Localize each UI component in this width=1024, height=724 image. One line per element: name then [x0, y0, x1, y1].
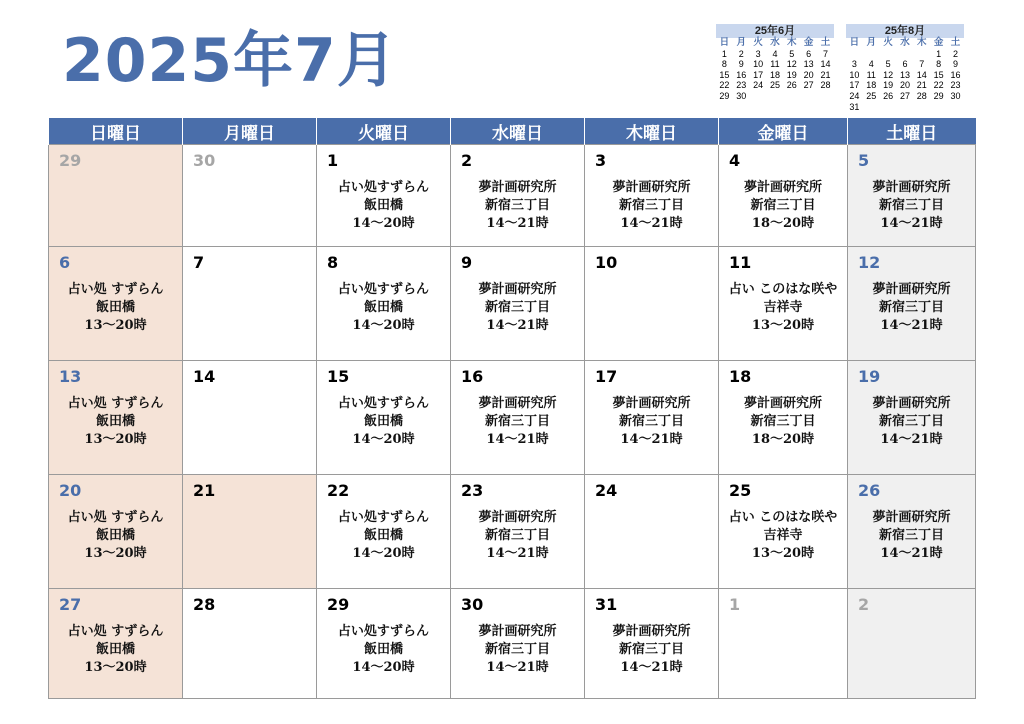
day-number: 7	[193, 253, 205, 272]
event-block	[49, 509, 182, 563]
event-line: 14〜20時	[352, 432, 415, 447]
mini-calendar-day: 22	[719, 80, 730, 91]
mini-calendar-weekday: 金	[933, 37, 944, 48]
mini-calendar-day: 4	[868, 59, 874, 70]
event-line: 14〜21時	[486, 660, 549, 675]
day-number: 21	[193, 481, 216, 500]
event-block	[848, 509, 975, 563]
mini-calendar-day: 30	[736, 90, 747, 101]
calendar-day-cell[interactable]	[585, 145, 719, 247]
weekday-header-row	[49, 118, 976, 145]
calendar-day-cell[interactable]	[848, 247, 976, 361]
mini-calendar-day: 2	[738, 48, 744, 59]
mini-calendar-weekday: 金	[803, 37, 814, 48]
calendar-week-row	[49, 589, 976, 699]
event-line: 13〜20時	[84, 546, 147, 561]
mini-calendar-day: 14	[820, 59, 831, 70]
event-line: 夢計画研究所	[872, 180, 951, 195]
event-line: 占い処すずらん	[337, 510, 430, 525]
event-line: 飯田橋	[95, 528, 135, 543]
page-title: 2025年7月	[62, 26, 398, 96]
mini-calendar-day	[817, 91, 834, 102]
calendar-day-cell[interactable]	[585, 247, 719, 361]
mini-calendar-title: 25年6月	[716, 24, 834, 38]
event-line: 夢計画研究所	[478, 510, 557, 525]
event-line: 新宿三丁目	[484, 414, 550, 429]
mini-calendar-weekday: 水	[770, 37, 780, 48]
event-line: 新宿三丁目	[484, 198, 550, 213]
event-block	[317, 179, 450, 233]
calendar-day-cell[interactable]	[317, 361, 451, 475]
mini-calendar-day: 26	[883, 90, 894, 101]
mini-calendar-june	[716, 24, 834, 102]
calendar-week-row	[49, 361, 976, 475]
weekday-header: 木曜日	[585, 118, 719, 145]
event-line: 占い このはな咲や	[728, 282, 838, 297]
event-line: 占い処すずらん	[337, 396, 430, 411]
mini-calendar-day	[880, 102, 897, 113]
day-number: 18	[729, 367, 752, 386]
event-line: 飯田橋	[95, 300, 135, 315]
mini-calendar-weekday: 土	[950, 37, 961, 48]
mini-calendar-day: 21	[820, 69, 831, 80]
event-line: 14〜21時	[620, 216, 683, 231]
mini-calendar-weekday: 月	[736, 37, 747, 48]
mini-calendar-day: 18	[866, 80, 877, 91]
mini-calendar-day: 17	[753, 69, 764, 80]
day-number: 10	[595, 253, 618, 272]
calendar-day-cell[interactable]	[451, 247, 585, 361]
day-number: 28	[193, 595, 216, 614]
calendar-week-row	[49, 475, 976, 589]
calendar-day-cell[interactable]	[719, 145, 848, 247]
mini-calendar-day: 15	[719, 69, 730, 80]
event-line: 14〜21時	[486, 216, 549, 231]
event-line: 夢計画研究所	[743, 180, 822, 195]
event-line: 飯田橋	[363, 414, 403, 429]
event-block	[719, 281, 847, 335]
day-number: 14	[193, 367, 216, 386]
event-line: 占い処すずらん	[337, 624, 430, 639]
calendar-day-cell[interactable]	[585, 589, 719, 699]
weekday-header: 水曜日	[451, 118, 585, 145]
mini-calendar-weekday: 火	[883, 37, 893, 48]
event-line: 13〜20時	[751, 318, 815, 333]
day-number: 27	[59, 595, 82, 614]
calendar-day-cell[interactable]	[183, 475, 317, 589]
event-line: 飯田橋	[363, 642, 403, 657]
calendar-day-cell[interactable]	[585, 361, 719, 475]
calendar-day-cell[interactable]	[719, 475, 848, 589]
mini-calendar-day	[863, 49, 880, 60]
event-line: 占い処 すずらん	[67, 396, 164, 411]
day-number: 1	[729, 595, 741, 614]
event-block	[585, 395, 718, 449]
calendar-day-cell[interactable]	[49, 589, 183, 699]
event-line: 13〜20時	[751, 546, 815, 561]
mini-calendar-day: 29	[719, 90, 730, 101]
event-block	[49, 395, 182, 449]
mini-calendar-day: 6	[806, 48, 812, 59]
mini-calendar-day: 12	[786, 59, 797, 70]
mini-calendar-day: 13	[899, 69, 910, 80]
mini-calendar-day: 9	[738, 59, 744, 70]
mini-calendar-day: 22	[933, 80, 944, 91]
event-line: 夢計画研究所	[478, 396, 557, 411]
calendar-day-cell[interactable]	[719, 247, 848, 361]
event-block	[49, 623, 182, 677]
mini-calendar-day	[930, 102, 947, 113]
day-number: 29	[327, 595, 350, 614]
event-line: 新宿三丁目	[750, 198, 816, 213]
mini-calendar-day: 14	[916, 69, 927, 80]
day-number: 22	[327, 481, 350, 500]
mini-calendar-week	[846, 70, 964, 81]
event-block	[585, 179, 718, 233]
event-line: 新宿三丁目	[484, 300, 550, 315]
mini-calendar-day: 16	[736, 69, 747, 80]
calendar-day-cell[interactable]	[719, 589, 848, 699]
mini-calendar-day: 20	[803, 69, 814, 80]
day-number: 2	[461, 151, 473, 170]
mini-calendar-week	[846, 49, 964, 60]
calendar-day-cell[interactable]	[848, 589, 976, 699]
event-line: 新宿三丁目	[484, 528, 550, 543]
event-line: 14〜21時	[880, 546, 943, 561]
day-number: 29	[59, 151, 82, 170]
calendar-day-cell[interactable]	[183, 589, 317, 699]
calendar-day-cell[interactable]	[451, 475, 585, 589]
mini-calendar-day: 8	[721, 59, 727, 70]
day-number: 17	[595, 367, 618, 386]
event-line: 夢計画研究所	[872, 282, 951, 297]
mini-calendar-day	[897, 49, 914, 60]
day-number: 11	[729, 253, 752, 272]
event-line: 占い処 すずらん	[67, 624, 164, 639]
mini-calendar-week	[846, 102, 964, 113]
calendar-week-row	[49, 145, 976, 247]
event-line: 新宿三丁目	[484, 642, 550, 657]
day-number: 30	[461, 595, 484, 614]
calendar-day-cell[interactable]	[183, 247, 317, 361]
mini-calendar-day: 29	[933, 90, 944, 101]
event-line: 占い処 すずらん	[67, 510, 164, 525]
event-block	[848, 179, 975, 233]
event-line: 飯田橋	[95, 642, 135, 657]
day-number: 23	[461, 481, 484, 500]
event-block	[451, 395, 584, 449]
event-block	[451, 509, 584, 563]
mini-calendar-title: 25年8月	[846, 24, 964, 38]
day-number: 15	[327, 367, 350, 386]
event-line: 飯田橋	[363, 198, 403, 213]
mini-calendar-weekday: 木	[787, 37, 797, 48]
event-line: 14〜21時	[880, 318, 943, 333]
event-block	[719, 509, 847, 563]
mini-calendar-weekday: 月	[866, 37, 877, 48]
mini-calendar-august	[846, 24, 964, 112]
calendar-day-cell[interactable]	[49, 475, 183, 589]
event-line: 夢計画研究所	[478, 180, 557, 195]
event-line: 夢計画研究所	[612, 180, 691, 195]
mini-calendar-day: 10	[849, 69, 860, 80]
weekday-header: 金曜日	[719, 118, 848, 145]
event-line: 14〜21時	[486, 432, 549, 447]
calendar-day-cell[interactable]	[848, 361, 976, 475]
mini-calendar-day: 10	[753, 59, 764, 70]
weekday-header: 日曜日	[49, 118, 183, 145]
weekday-header: 月曜日	[183, 118, 317, 145]
event-block	[317, 509, 450, 563]
event-block	[585, 623, 718, 677]
mini-calendar-week	[716, 49, 834, 60]
event-line: 占い処すずらん	[337, 180, 430, 195]
weekday-header: 土曜日	[848, 118, 976, 145]
event-line: 占い処すずらん	[337, 282, 430, 297]
event-line: 14〜21時	[620, 660, 683, 675]
mini-calendar-day: 23	[736, 80, 747, 91]
mini-calendar-day: 24	[753, 80, 764, 91]
mini-calendar-day: 21	[916, 80, 927, 91]
calendar-day-cell[interactable]	[49, 361, 183, 475]
day-number: 19	[858, 367, 881, 386]
event-block	[49, 281, 182, 335]
mini-calendar-day	[800, 91, 817, 102]
event-block	[719, 395, 847, 449]
calendar-day-cell[interactable]	[451, 589, 585, 699]
mini-calendar-day: 9	[953, 59, 959, 70]
mini-calendar-day: 5	[885, 59, 891, 70]
mini-calendar-week	[846, 91, 964, 102]
event-line: 占い このはな咲や	[728, 510, 838, 525]
mini-calendar-day: 6	[902, 59, 908, 70]
mini-calendar-day: 7	[919, 59, 925, 70]
calendar-day-cell[interactable]	[49, 247, 183, 361]
mini-calendar-day	[767, 91, 784, 102]
mini-calendar-day: 31	[849, 101, 860, 112]
event-block	[451, 179, 584, 233]
event-line: 14〜21時	[620, 432, 683, 447]
calendar-day-cell[interactable]	[317, 475, 451, 589]
mini-calendar-day: 2	[953, 48, 959, 59]
mini-calendar-day: 30	[950, 90, 961, 101]
mini-calendar-week	[846, 59, 964, 70]
calendar-day-cell[interactable]	[585, 475, 719, 589]
mini-calendar-day	[783, 91, 800, 102]
event-line: 夢計画研究所	[478, 624, 557, 639]
mini-calendar-weekday: 木	[917, 37, 927, 48]
day-number: 13	[59, 367, 82, 386]
mini-calendar-day: 26	[786, 80, 797, 91]
mini-calendar-day: 28	[916, 90, 927, 101]
mini-calendar-day: 17	[849, 80, 860, 91]
mini-calendar-weekday-row	[846, 38, 964, 49]
event-line: 新宿三丁目	[618, 414, 684, 429]
event-line: 夢計画研究所	[478, 282, 557, 297]
event-block	[317, 395, 450, 449]
event-line: 14〜20時	[352, 546, 415, 561]
event-line: 夢計画研究所	[612, 396, 691, 411]
calendar-day-cell[interactable]	[848, 475, 976, 589]
mini-calendar-day: 25	[769, 80, 780, 91]
event-line: 14〜21時	[486, 318, 549, 333]
calendar-day-cell[interactable]	[183, 361, 317, 475]
mini-calendar-day: 11	[866, 69, 876, 80]
event-block	[317, 281, 450, 335]
event-block	[719, 179, 847, 233]
mini-calendar-day: 25	[866, 90, 877, 101]
mini-calendar-weekday: 日	[719, 37, 730, 48]
event-line: 14〜20時	[352, 318, 415, 333]
day-number: 30	[193, 151, 216, 170]
event-line: 13〜20時	[84, 432, 147, 447]
mini-calendar-day: 16	[950, 69, 961, 80]
mini-calendar-day	[863, 102, 880, 113]
calendar-day-cell[interactable]	[317, 145, 451, 247]
mini-calendar-day: 28	[820, 80, 831, 91]
event-line: 新宿三丁目	[878, 414, 944, 429]
day-number: 31	[595, 595, 618, 614]
day-number: 1	[327, 151, 339, 170]
event-line: 14〜21時	[880, 216, 943, 231]
event-line: 14〜20時	[352, 216, 415, 231]
event-block	[451, 623, 584, 677]
day-number: 12	[858, 253, 881, 272]
day-number: 20	[59, 481, 82, 500]
mini-calendar-day: 19	[786, 69, 797, 80]
mini-calendar-week	[716, 70, 834, 81]
event-line: 14〜21時	[880, 432, 943, 447]
mini-calendar-day	[750, 91, 767, 102]
calendar-day-cell[interactable]	[49, 145, 183, 247]
mini-calendar-day: 4	[772, 48, 778, 59]
event-line: 新宿三丁目	[618, 642, 684, 657]
day-number: 24	[595, 481, 618, 500]
event-line: 飯田橋	[95, 414, 135, 429]
event-line: 占い処 すずらん	[67, 282, 164, 297]
event-block	[848, 281, 975, 335]
mini-calendar-day: 5	[789, 48, 795, 59]
month-calendar-grid	[48, 118, 976, 699]
event-line: 夢計画研究所	[872, 510, 951, 525]
day-number: 5	[858, 151, 870, 170]
event-block	[848, 395, 975, 449]
event-line: 18〜20時	[751, 432, 815, 447]
calendar-day-cell[interactable]	[719, 361, 848, 475]
event-line: 新宿三丁目	[618, 198, 684, 213]
mini-calendar-day: 3	[851, 59, 857, 70]
event-line: 新宿三丁目	[878, 300, 944, 315]
day-number: 26	[858, 481, 881, 500]
mini-calendar-day: 15	[933, 69, 944, 80]
calendar-day-cell[interactable]	[848, 145, 976, 247]
mini-calendar-day: 7	[823, 48, 829, 59]
calendar-day-cell[interactable]	[451, 145, 585, 247]
mini-calendar-week	[716, 91, 834, 102]
calendar-day-cell[interactable]	[183, 145, 317, 247]
mini-calendar-day: 24	[849, 90, 860, 101]
weekday-header: 火曜日	[317, 118, 451, 145]
event-line: 吉祥寺	[763, 528, 803, 543]
mini-calendar-day: 18	[769, 69, 780, 80]
day-number: 9	[461, 253, 473, 272]
event-block	[451, 281, 584, 335]
mini-calendar-day: 27	[803, 80, 814, 91]
event-block	[317, 623, 450, 677]
mini-calendar-week	[846, 80, 964, 91]
mini-calendar-day: 27	[899, 90, 910, 101]
mini-calendar-day	[880, 49, 897, 60]
mini-calendar-day	[897, 102, 914, 113]
event-line: 夢計画研究所	[743, 396, 822, 411]
day-number: 8	[327, 253, 339, 272]
mini-calendar-weekday: 水	[900, 37, 910, 48]
event-line: 新宿三丁目	[878, 528, 944, 543]
calendar-day-cell[interactable]	[451, 361, 585, 475]
calendar-day-cell[interactable]	[317, 589, 451, 699]
mini-calendar-day: 8	[936, 59, 942, 70]
event-line: 夢計画研究所	[872, 396, 951, 411]
day-number: 16	[461, 367, 484, 386]
mini-calendar-day: 20	[899, 80, 910, 91]
mini-calendar-day: 1	[721, 48, 727, 59]
event-line: 新宿三丁目	[878, 198, 944, 213]
mini-calendar-day	[947, 102, 964, 113]
day-number: 4	[729, 151, 741, 170]
mini-calendar-day: 23	[950, 80, 961, 91]
day-number: 3	[595, 151, 607, 170]
mini-calendar-day: 12	[883, 69, 894, 80]
day-number: 2	[858, 595, 870, 614]
mini-calendar-weekday: 土	[820, 37, 831, 48]
day-number: 25	[729, 481, 752, 500]
mini-calendar-day	[913, 102, 930, 113]
event-line: 飯田橋	[363, 528, 403, 543]
event-line: 13〜20時	[84, 318, 147, 333]
event-line: 新宿三丁目	[750, 414, 816, 429]
mini-calendar-day: 13	[803, 59, 814, 70]
mini-calendar-day: 19	[883, 80, 894, 91]
event-line: 14〜20時	[352, 660, 415, 675]
event-line: 夢計画研究所	[612, 624, 691, 639]
mini-calendar-day	[846, 49, 863, 60]
event-line: 13〜20時	[84, 660, 147, 675]
mini-calendar-week	[716, 59, 834, 70]
mini-calendar-week	[716, 80, 834, 91]
mini-calendar-day	[913, 49, 930, 60]
calendar-day-cell[interactable]	[317, 247, 451, 361]
mini-calendar-day: 3	[755, 48, 761, 59]
day-number: 6	[59, 253, 71, 272]
mini-calendar-weekday-row	[716, 38, 834, 49]
event-line: 吉祥寺	[763, 300, 803, 315]
event-line: 飯田橋	[363, 300, 403, 315]
mini-calendar-weekday: 火	[753, 37, 763, 48]
mini-calendar-weekday: 日	[849, 37, 860, 48]
mini-calendar-day: 1	[936, 48, 942, 59]
calendar-week-row	[49, 247, 976, 361]
mini-calendar-day: 11	[770, 59, 780, 70]
event-line: 14〜21時	[486, 546, 549, 561]
event-line: 18〜20時	[751, 216, 815, 231]
